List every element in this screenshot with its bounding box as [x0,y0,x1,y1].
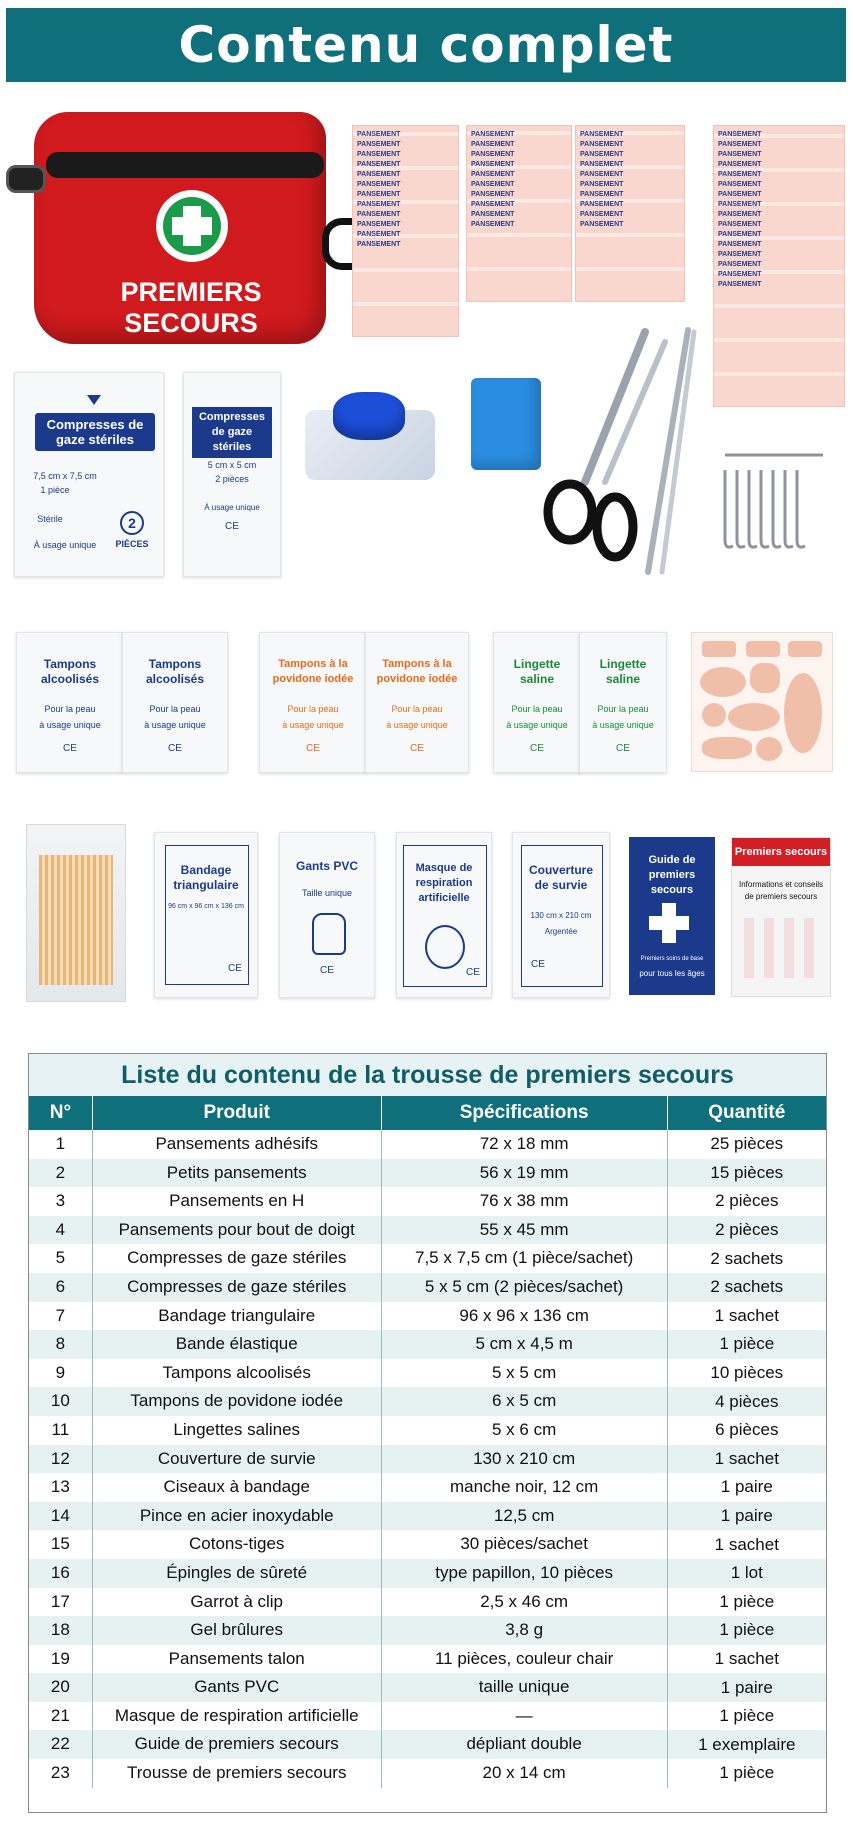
wipe-use: à usage unique [592,720,654,730]
cell-quantity: 1 pièce [719,1620,775,1640]
cell-number: 22 [29,1730,93,1759]
table-row [29,1559,826,1588]
cell-quantity: 1 sachet [714,1648,779,1668]
cell-specs: 55 x 45 mm [382,1216,668,1245]
cpr-valve [333,392,405,440]
wipe-use: à usage unique [144,720,206,730]
cell-number: 21 [29,1702,93,1731]
cell-quantity: 1 sachet [714,1534,779,1554]
cell-quantity: 1 pièce [719,1334,775,1354]
safety-pins-icon [715,440,830,560]
cell-specs: 76 x 38 mm [382,1187,668,1216]
cell-product: Gants PVC [93,1673,382,1702]
ce-mark: CE [228,963,242,974]
bandage-sheet-text: PANSEMENT PANSEMENT PANSEMENT PANSEMENT PANSEMENT PANSEMENT PANSEMENT PANSEMENT PANSEMENT PANSEMENT [580,131,624,228]
table-title: Liste du contenu de la trousse de premiers secours [29,1054,826,1096]
wipe-packet-3 [259,632,367,773]
cell-quantity: 1 sachet [714,1305,779,1325]
wipe-title: Lingette saline [599,657,647,686]
cell-specs: 11 pièces, couleur chair [382,1645,668,1674]
cell-quantity: 10 pièces [710,1363,784,1383]
bandage-sheet-1 [352,125,459,337]
cross-icon-horizontal [172,217,212,235]
ce-mark: CE [466,967,480,978]
title-banner [6,8,846,82]
packet-sub: 96 cm x 96 cm x 136 cm [168,903,244,910]
cell-number: 16 [29,1559,93,1588]
cell-quantity: 1 paire [720,1477,773,1497]
ce-mark: CE [320,965,334,976]
header-quantity: Quantité [708,1102,786,1123]
bandage-shape [788,641,822,657]
header-product: Produit [93,1096,382,1130]
cell-product: Lingettes salines [93,1416,382,1445]
table-row [29,1387,826,1416]
heel-bandage-sheet [691,632,833,772]
table-row [29,1416,826,1445]
table-row [29,1273,826,1302]
cell-product: Bande élastique [93,1330,382,1359]
cell-specs: 5 cm x 4,5 m [382,1330,668,1359]
first-aid-guide [629,837,715,995]
gauze-packet-large [14,372,164,577]
cell-product: Gel brûlures [93,1616,382,1645]
cell-number: 4 [29,1216,93,1245]
cell-number: 1 [29,1130,93,1159]
cell-quantity: 15 pièces [710,1162,784,1182]
wipe-title: Tampons alcoolisés [145,657,205,686]
bandage-sheet-text: PANSEMENT PANSEMENT PANSEMENT PANSEMENT PANSEMENT PANSEMENT PANSEMENT PANSEMENT PANSEMENT PANSEMENT PANSEMENT PANSEMENT PANSEMENT PANSEMENT PANSEMENT PANSEMENT [718,131,762,288]
wipe-sub: Pour la peau [597,704,649,714]
glove-icon [312,913,346,955]
count-badge: 2 [120,511,144,535]
pouch-zipper [46,152,324,178]
cell-specs: manche noir, 12 cm [382,1473,668,1502]
header-specs: Spécifications [382,1096,668,1130]
cell-number: 11 [29,1416,93,1445]
packet-title: Masque de respiration artificielle [415,862,473,904]
bandage-sheet-2 [466,125,572,302]
bandage-shape [750,663,780,693]
packet-count: 1 pièce [40,485,70,495]
tweezers-icon [628,322,698,582]
cell-number: 17 [29,1588,93,1617]
contents-table [28,1053,827,1813]
guide-line1: Premiers soins de base [640,956,704,962]
count-badge-label: PIÈCES [115,539,149,549]
wipe-use: à usage unique [39,720,101,730]
cotton-swabs [39,855,113,985]
cell-quantity: 6 pièces [715,1420,779,1440]
first-aid-leaflet [731,837,831,997]
cell-number: 12 [29,1445,93,1474]
wipe-sub: Pour la peau [391,704,443,714]
leaflet-title: Premiers secours [732,838,830,866]
leaflet-line2: de premiers secours [744,892,818,901]
bandage-shape [702,703,726,727]
table-row [29,1302,826,1331]
table-row [29,1216,826,1245]
cell-product: Couverture de survie [93,1445,382,1474]
cell-specs: — [382,1702,668,1731]
cell-specs: 7,5 x 7,5 cm (1 pièce/sachet) [382,1244,668,1273]
table-row [29,1130,826,1159]
wipe-packet-5 [493,632,581,773]
packet-size: 5 cm x 5 cm [207,460,257,470]
cell-product: Pince en acier inoxydable [93,1502,382,1531]
packet-count: 2 pièces [215,474,249,484]
leaflet-line1: Informations et conseils [738,880,824,889]
pouch-label: PREMIERS SECOURS [120,277,262,338]
arrow-down-icon [87,395,101,405]
table-row [29,1702,826,1731]
bandage-sheet-3 [575,125,685,302]
cell-product: Tampons alcoolisés [93,1359,382,1388]
wipe-title: Lingette saline [513,657,561,686]
cell-number: 15 [29,1530,93,1559]
bandage-shape [728,703,780,731]
table-row [29,1730,826,1759]
cotton-swab-bag [26,824,126,1002]
cell-number: 7 [29,1302,93,1331]
cell-quantity: 1 lot [730,1563,763,1583]
cell-specs: 3,8 g [382,1616,668,1645]
packet-sub: 130 cm x 210 cm [530,911,592,920]
cell-specs: 20 x 14 cm [382,1759,668,1788]
table-row [29,1530,826,1559]
packet-title: Gants PVC [295,859,358,873]
cell-number: 23 [29,1759,93,1788]
table-row [29,1502,826,1531]
guide-line2: pour tous les âges [639,969,705,978]
zipper-pull [6,165,46,193]
packet-use: À usage unique [33,540,97,550]
table-row [29,1359,826,1388]
cell-number: 8 [29,1330,93,1359]
cell-number: 20 [29,1673,93,1702]
header-number: N° [29,1096,93,1130]
wipe-use: à usage unique [506,720,568,730]
packet-sterile: Stérile [37,514,63,524]
ce-mark: CE [616,743,630,754]
cell-number: 19 [29,1645,93,1674]
table-row [29,1673,826,1702]
cell-product: Pansements adhésifs [93,1130,382,1159]
cpr-mask-packet [396,832,492,998]
cell-product: Tampons de povidone iodée [93,1387,382,1416]
cell-number: 6 [29,1273,93,1302]
cell-quantity: 1 pièce [719,1591,775,1611]
ce-mark: CE [306,743,320,754]
cell-specs: 72 x 18 mm [382,1130,668,1159]
table-row [29,1445,826,1474]
ce-mark: CE [168,743,182,754]
bandage-shape [746,641,780,657]
gloves-packet [279,832,375,998]
leaflet-illustrations [744,918,818,978]
packet-title: Compresses de gaze stériles [192,407,272,458]
wipe-use: à usage unique [386,720,448,730]
cell-product: Petits pansements [93,1159,382,1188]
wipe-packet-1 [16,632,124,773]
wipe-sub: Pour la peau [149,704,201,714]
cell-quantity: 1 paire [720,1677,773,1697]
cell-quantity: 1 exemplaire [698,1734,796,1754]
burn-gel-pack [471,378,541,470]
cell-product: Bandage triangulaire [93,1302,382,1331]
cell-specs: taille unique [382,1673,668,1702]
bandage-sheet-text: PANSEMENT PANSEMENT PANSEMENT PANSEMENT PANSEMENT PANSEMENT PANSEMENT PANSEMENT PANSEMENT PANSEMENT [471,131,515,228]
wipe-title: Tampons à la povidone iodée [376,658,458,685]
cell-specs: 5 x 6 cm [382,1416,668,1445]
cell-product: Garrot à clip [93,1588,382,1617]
cell-number: 13 [29,1473,93,1502]
cell-quantity: 1 pièce [719,1763,775,1783]
table-row [29,1616,826,1645]
packet-sub2: Argentée [544,927,578,936]
packet-title: Couverture de survie [528,863,593,892]
cell-product: Épingles de sûreté [93,1559,382,1588]
cell-product: Guide de premiers secours [93,1730,382,1759]
guide-title: Guide de premiers secours [648,854,696,896]
cell-specs: 96 x 96 x 136 cm [382,1302,668,1331]
cell-quantity: 2 pièces [715,1191,779,1211]
cross-icon-horizontal [649,916,689,930]
ce-mark: CE [63,743,77,754]
table-row [29,1759,826,1788]
table-body [29,1130,826,1788]
ce-mark: CE [531,959,545,970]
cell-number: 18 [29,1616,93,1645]
table-row [29,1473,826,1502]
bandage-shape [702,641,736,657]
wipe-sub: Pour la peau [44,704,96,714]
table-row [29,1159,826,1188]
cell-quantity: 1 pièce [719,1706,775,1726]
cell-product: Compresses de gaze stériles [93,1273,382,1302]
bandage-shape [700,667,746,697]
cell-product: Masque de respiration artificielle [93,1702,382,1731]
cell-product: Pansements talon [93,1645,382,1674]
cell-quantity: 1 paire [720,1506,773,1526]
triangular-bandage-packet [154,832,258,998]
cell-product: Cotons-tiges [93,1530,382,1559]
cell-specs: 30 pièces/sachet [382,1530,668,1559]
packet-title: Bandage triangulaire [173,863,239,892]
table-row [29,1588,826,1617]
table-row [29,1187,826,1216]
cell-product: Pansements pour bout de doigt [93,1216,382,1245]
cell-quantity: 2 pièces [715,1220,779,1240]
cell-quantity: 1 sachet [714,1448,779,1468]
cell-product: Pansements en H [93,1187,382,1216]
wipe-use: à usage unique [282,720,344,730]
cell-specs: 2,5 x 46 cm [382,1588,668,1617]
cell-number: 2 [29,1159,93,1188]
packet-size: 7,5 cm x 7,5 cm [33,471,97,481]
cell-specs: 56 x 19 mm [382,1159,668,1188]
bandage-shape [756,737,782,761]
cell-number: 14 [29,1502,93,1531]
table-row [29,1645,826,1674]
wipe-title: Tampons alcoolisés [40,657,100,686]
cell-quantity: 25 pièces [710,1134,784,1154]
cell-product: Ciseaux à bandage [93,1473,382,1502]
cell-specs: 6 x 5 cm [382,1387,668,1416]
cell-specs: 5 x 5 cm (2 pièces/sachet) [382,1273,668,1302]
cell-quantity: 4 pièces [715,1391,779,1411]
cell-number: 10 [29,1387,93,1416]
cell-number: 5 [29,1244,93,1273]
ce-mark: CE [410,743,424,754]
bandage-sheet-4 [713,125,845,407]
ce-mark: CE [530,743,544,754]
cell-specs: dépliant double [382,1730,668,1759]
page-title: Contenu complet [178,16,674,74]
gauze-packet-small [183,372,281,577]
packet-title: Compresses de gaze stériles [35,413,155,451]
cell-product: Trousse de premiers secours [93,1759,382,1788]
cell-specs: 12,5 cm [382,1502,668,1531]
cell-specs: 130 x 210 cm [382,1445,668,1474]
wipe-title: Tampons à la povidone iodée [272,658,354,685]
cell-number: 9 [29,1359,93,1388]
table-row [29,1330,826,1359]
packet-use: À usage unique [204,503,260,512]
cell-specs: type papillon, 10 pièces [382,1559,668,1588]
wipe-sub: Pour la peau [511,704,563,714]
cell-specs: 5 x 5 cm [382,1359,668,1388]
cell-number: 3 [29,1187,93,1216]
cell-quantity: 2 sachets [710,1277,784,1297]
wipe-sub: Pour la peau [287,704,339,714]
cell-quantity: 2 sachets [710,1248,784,1268]
wipe-packet-2 [122,632,228,773]
wipe-packet-6 [579,632,667,773]
packet-sub: Taille unique [301,888,353,898]
bandage-shape [784,673,822,753]
table-row [29,1244,826,1273]
wipe-packet-4 [365,632,469,773]
cell-product: Compresses de gaze stériles [93,1244,382,1273]
ce-mark: CE [225,521,239,532]
bandage-sheet-text: PANSEMENT PANSEMENT PANSEMENT PANSEMENT PANSEMENT PANSEMENT PANSEMENT PANSEMENT PANSEMENT PANSEMENT PANSEMENT PANSEMENT [357,131,401,248]
bandage-shape [702,737,752,759]
face-icon [425,925,465,969]
table-header [29,1096,826,1130]
emergency-blanket-packet [512,832,610,998]
